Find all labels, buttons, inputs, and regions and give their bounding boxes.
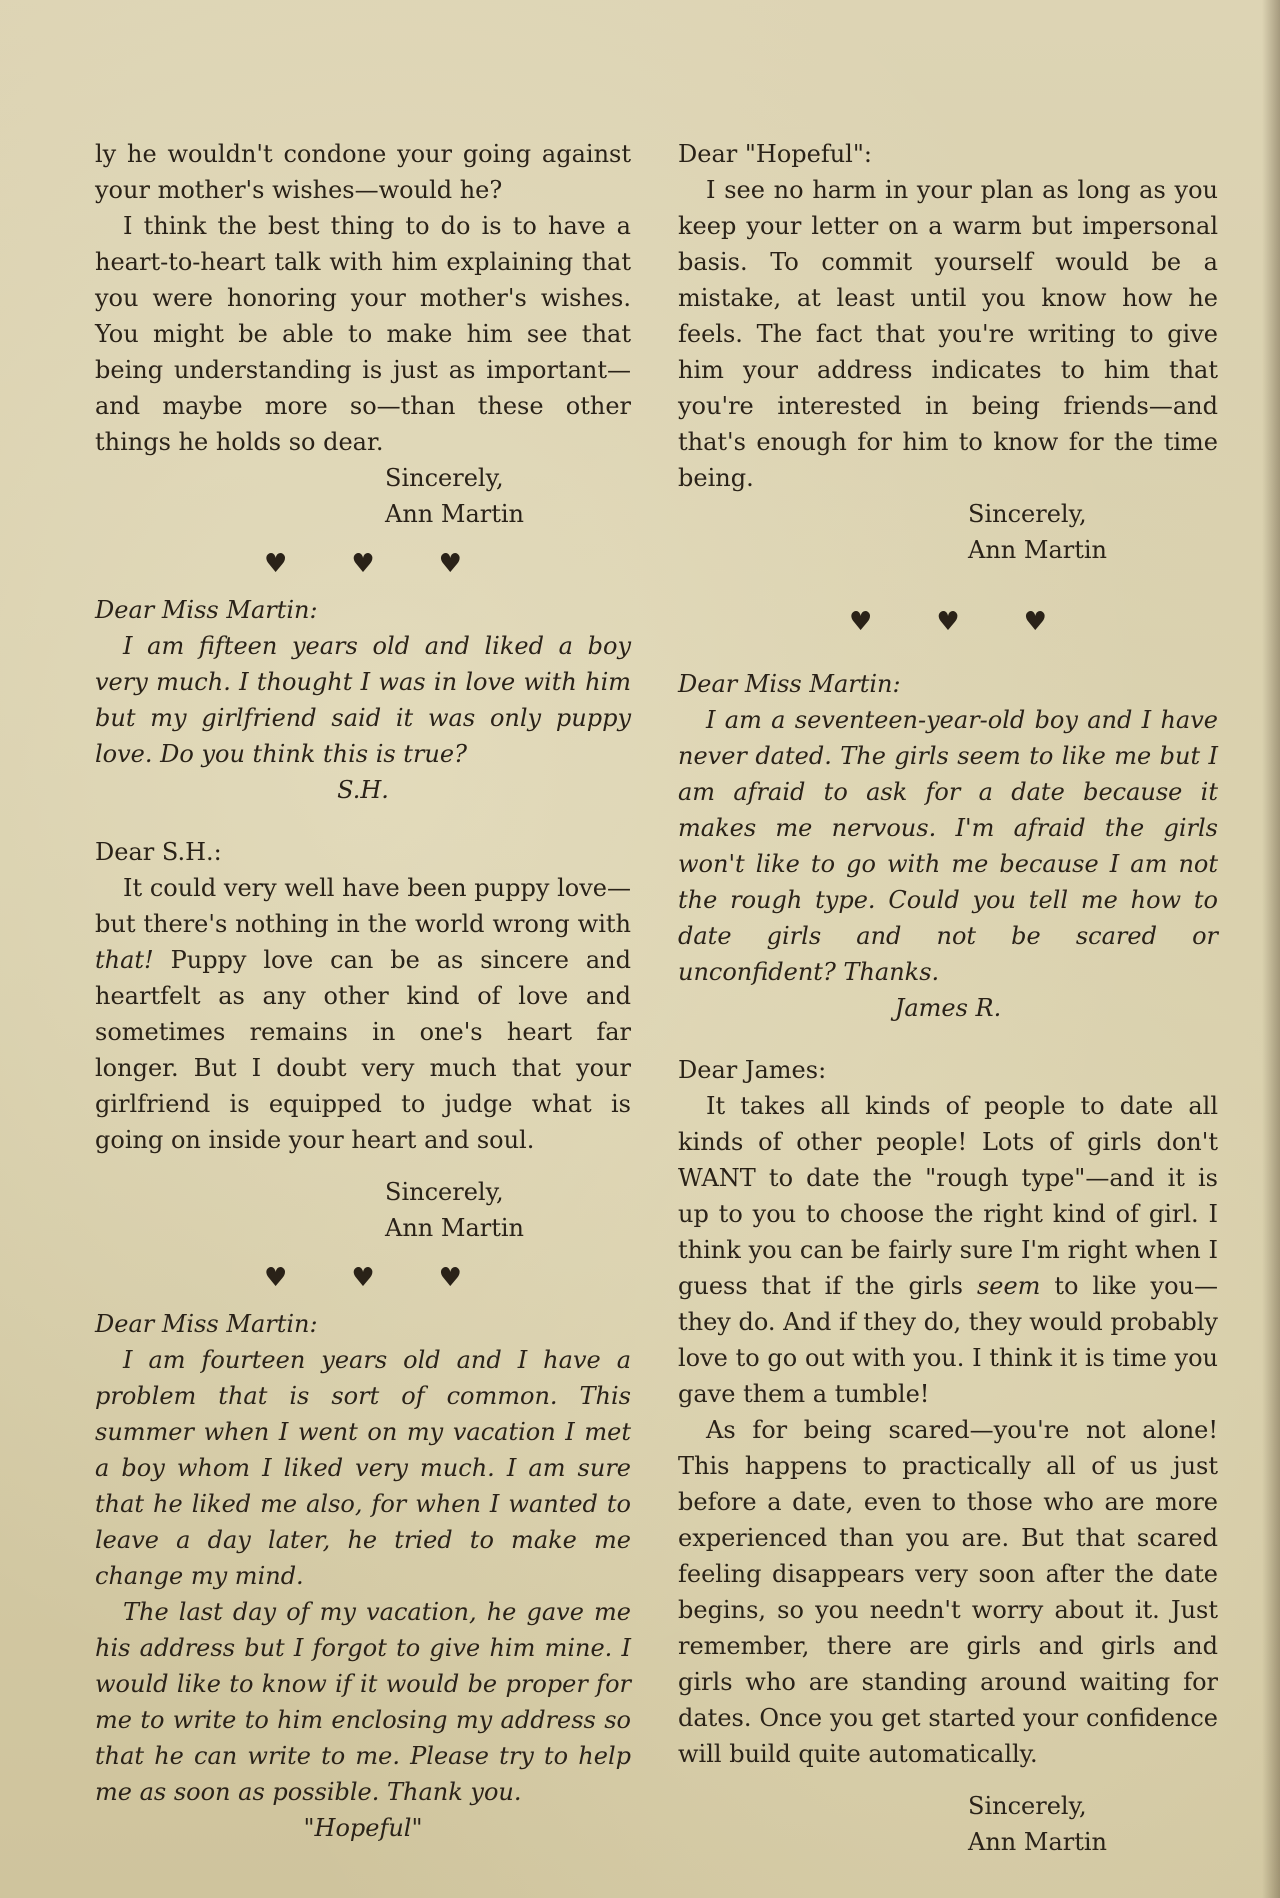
reply2-body-text: It could very well have been puppy love—but there's nothing in the world wrong with xyxy=(95,874,631,938)
letter2-salutation: Dear Miss Martin: xyxy=(95,1310,318,1338)
letter2-paragraph1: I am fourteen years old and I have a problem that is sort of common. This summer when I went on my vacation I met a boy whom I liked very much. I am sure that he liked me also, for when I wanted to leave a day later, he tried to make me change my mind. xyxy=(95,1346,631,1590)
reply4-salutation: Dear James: xyxy=(678,1056,827,1084)
reply1-closing: Sincerely, xyxy=(385,464,504,492)
heart-icon: ♥ xyxy=(264,1263,288,1293)
reply4-paragraph1 xyxy=(678,1088,1218,1412)
reply2-body-text-end: Puppy love can be as sincere and heartfelt as any other kind of love and sometimes remains in one's heart far longer. But I doubt very much that your girlfriend is equipped to judge what is going on inside your heart and soul. xyxy=(95,946,631,1154)
letter3-signed: James R. xyxy=(894,994,1002,1022)
letter3-body: I am a seventeen-year-old boy and I have never dated. The girls seem to like me but I am afraid to ask for a date because it makes me nervous. I'm afraid the girls won't like to go with me because I am not the rough type. Could you tell me how to date girls and not be scared or unconfident? Thanks. xyxy=(678,706,1218,986)
letter3-salutation: Dear Miss Martin: xyxy=(678,670,901,698)
reply4-emphasis: seem xyxy=(976,1272,1041,1300)
reply4-paragraph1-text-end: to like you—they do. And if they do, they would probably love to go out with you. I think it is time you gave them a tumble! xyxy=(678,1272,1218,1408)
heart-icon: ♥ xyxy=(1023,607,1047,637)
reply4-paragraph2: As for being scared—you're not alone! This happens to practically all of us just before a date, even to those who are more experienced than you are. But that scared feeling disappears very soon after the date begins, so you needn't worry about it. Just remember, there are girls and girls and girls who are standing around waiting for dates. Once you get started your confidence will build quite automatically. xyxy=(678,1416,1218,1768)
heart-divider xyxy=(95,1260,631,1296)
reply3-closing: Sincerely, xyxy=(968,500,1087,528)
reply2-signature: Ann Martin xyxy=(385,1214,525,1242)
heart-icon: ♥ xyxy=(351,1263,375,1293)
reply4-closing: Sincerely, xyxy=(968,1792,1087,1820)
heart-icon: ♥ xyxy=(849,607,873,637)
page-edge-shadow xyxy=(1262,0,1280,1898)
heart-icon: ♥ xyxy=(438,1263,462,1293)
reply2-body xyxy=(95,870,631,1158)
heart-icon: ♥ xyxy=(351,549,375,579)
left-column xyxy=(95,136,631,1846)
letter2-paragraph2: The last day of my vacation, he gave me his address but I forgot to give him mine. I would like to know if it would be proper for me to write to him enclosing my address so that he can write to me. Please try to help me as soon as possible. Thank you. xyxy=(95,1598,631,1806)
heart-divider xyxy=(95,546,631,582)
letter2-signed: "Hopeful" xyxy=(303,1814,423,1842)
reply1-signature: Ann Martin xyxy=(385,500,525,528)
heart-divider xyxy=(678,604,1218,640)
reply2-emphasis: that! xyxy=(95,946,154,974)
heart-icon: ♥ xyxy=(264,549,288,579)
letter1-body: I am fifteen years old and liked a boy very much. I thought I was in love with him but my girlfriend said it was only puppy love. Do you think this is true? xyxy=(95,632,631,768)
reply2-closing: Sincerely, xyxy=(385,1178,504,1206)
reply1-paragraph2: I think the best thing to do is to have a heart-to-heart talk with him explaining that you were honoring your mother's wishes. You might be able to make him see that being understanding is just as important—and maybe more so—than these other things he holds so dear. xyxy=(95,212,631,456)
right-column xyxy=(678,136,1218,1860)
reply3-body: I see no harm in your plan as long as you keep your letter on a warm but impersonal basis. To commit yourself would be a mistake, at least until you know how he feels. The fact that you're writing to give him your address indicates to him that you're interested in being friends—and that's enough for him to know for the time being. xyxy=(678,176,1218,492)
reply4-paragraph1-text: It takes all kinds of people to date all kinds of other people! Lots of girls don't WANT to date the "rough type"—and it is up to you to choose the right kind of girl. I think you can be fairly sure I'm right when I guess that if the girls xyxy=(678,1092,1218,1300)
heart-icon: ♥ xyxy=(936,607,960,637)
reply1-paragraph1: ly he wouldn't condone your going against your mother's wishes—would he? xyxy=(95,140,631,204)
reply2-salutation: Dear S.H.: xyxy=(95,838,222,866)
letter1-salutation: Dear Miss Martin: xyxy=(95,596,318,624)
reply3-salutation: Dear "Hopeful": xyxy=(678,140,872,168)
heart-icon: ♥ xyxy=(438,549,462,579)
reply4-signature: Ann Martin xyxy=(968,1828,1108,1856)
letter1-signed: S.H. xyxy=(337,776,389,804)
reply3-signature: Ann Martin xyxy=(968,536,1108,564)
